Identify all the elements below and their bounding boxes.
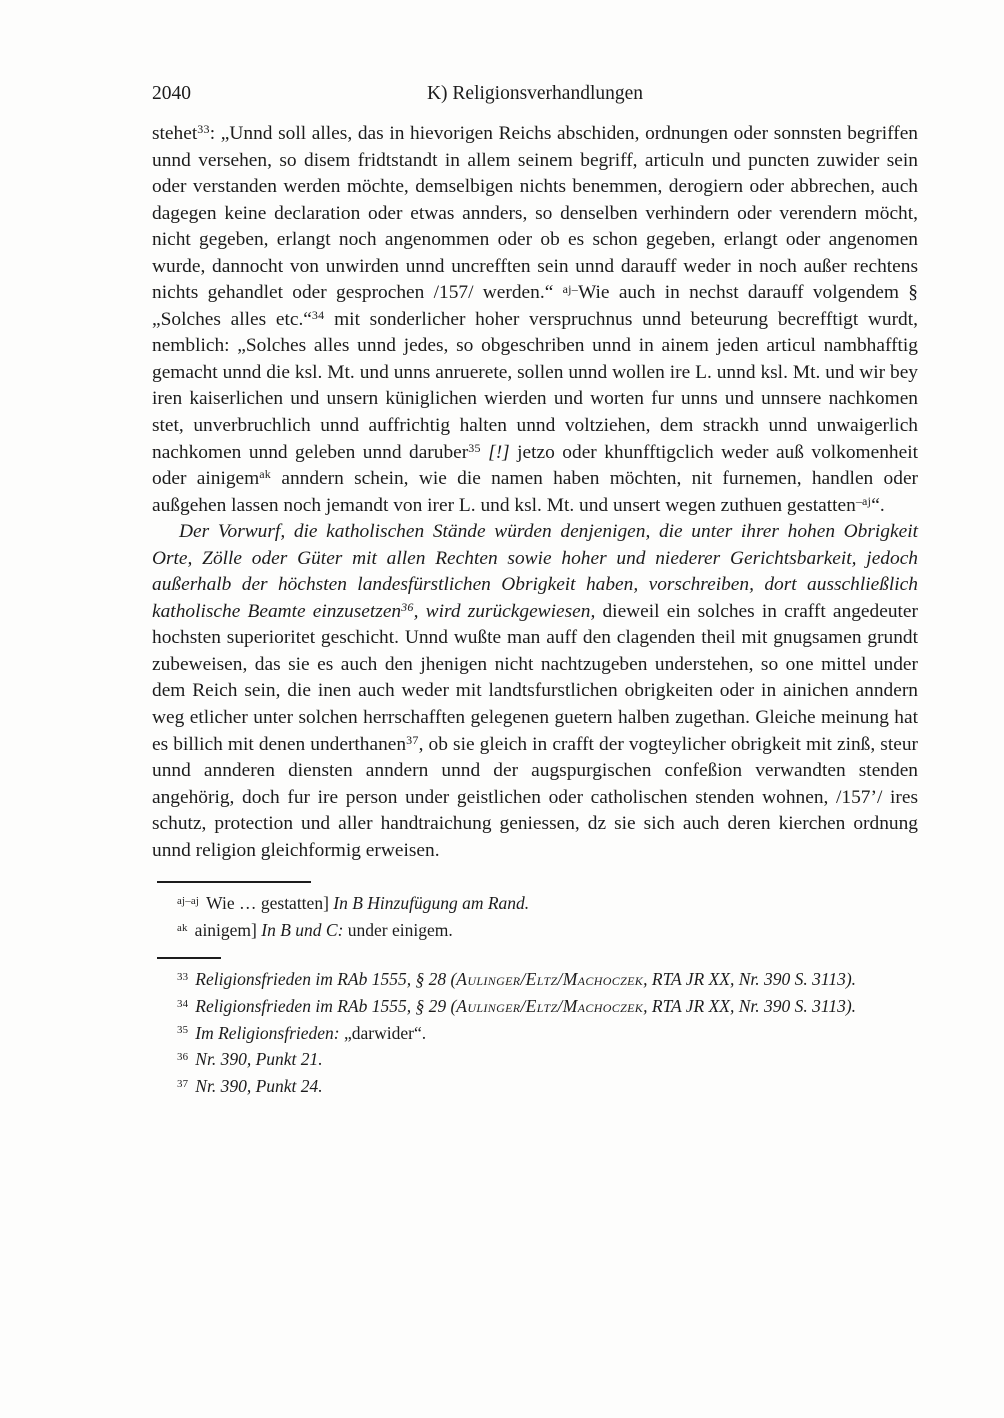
footnote-36 [152,1046,918,1073]
superscript-ref: ak [259,467,272,482]
superscript-ref: 34 [311,308,325,323]
text-segment: jetzo oder khunfftigclich weder auß volkomenheit oder ainigem [152,441,919,490]
apparatus-notes [152,890,918,944]
text-segment: Aulinger/Eltz/Machoczek [456,995,644,1016]
text-segment: under einigem. [343,920,453,941]
superscript-ref: –aj [855,493,872,508]
text-segment: “. [871,494,885,516]
text-segment: Religionsfrieden im RAb 1555, § 28 ( [195,968,457,989]
quote-paragraph [152,121,918,519]
text-segment: In B Hinzufügung am Rand. [333,893,530,914]
text-segment: , wird zurückgewiesen, [413,600,596,622]
footnote-37 [152,1073,918,1100]
text-segment: [!] [488,441,510,463]
text-segment: „darwider“. [339,1022,427,1043]
superscript-ref: 33 [177,970,189,983]
text-segment: , RTA JR XX, Nr. 390 S. 3113). [643,995,857,1016]
page-header [152,82,918,106]
text-segment: Wie auch in nechst darauff volgendem § „Solches alles etc.“ [152,282,918,330]
body-text [152,121,918,864]
superscript-ref: 36 [401,600,414,615]
superscript-ref: 36 [177,1051,189,1064]
text-segment: Nr. 390, Punkt 24. [195,1076,323,1097]
footnote-34 [152,993,918,1020]
footnote-separator-rule [157,957,221,959]
footnote-33 [152,966,918,993]
text-segment: Wie … gestatten] [206,893,334,914]
text-segment: stehet [152,123,198,144]
superscript-ref: 37 [406,732,419,747]
text-segment: anndern schein, wie die namen haben möchten, nit furnemen, handlen oder außgehen lassen noch jemandt von irer L. und ksl. Mt. und unsert wegen zuthuen gestatten [152,468,919,516]
text-segment: Religionsfrieden im RAb 1555, § 29 ( [195,995,457,1016]
text-segment: Im Religionsfrieden: [195,1022,340,1043]
superscript-ref: aj– [562,281,578,296]
text-segment: dieweil ein solches in crafft angedeuter hochsten superioritet geschicht. Unnd wußte man auff den clagenden theil mit gnugsamen grundt zubeweisen, das sie es auch den jhenigen nicht nachtzugeben understehen, so one mittel under dem Reich sein, die inen auch weder mit landtsfurstlichen obrigkeiten oder in ainichen anndern weg etlicher unter solchen herrschafften gelegenen guetern halben zugethan. Gleiche meinung hat es billich mit denen underthanen [152,600,918,755]
summary-paragraph [152,519,918,864]
text-segment: mit sonderlicher hoher verspruchnus unnd beteurung becrefftigt wurdt, nemblich: „Solches alles unnd jedes, so obgeschriben unnd in ainem jeden articul nambhafftig gemacht unnd die ksl. Mt. und unns anruerete, sollen unnd wollen ire L. unnd ksl. Mt. und wir bey iren kaiserlichen und unsern küniglichen wierden und worten fur unns und unnsere nachkomen stet, unverbruchlich unnd auffrichtig halten unnd voltziehen, dem strackh unnd unwaigerlich nachkomen unnd geleben unnd daruber [152,308,918,463]
apparatus-separator-rule [157,881,311,883]
text-segment: ainigem] [194,920,262,941]
text-segment: Aulinger/Eltz/Machoczek [456,968,644,989]
text-segment: In B und C: [261,920,344,941]
running-header: K) Religionsverhandlungen [426,83,644,104]
text-segment: , RTA JR XX, Nr. 390 S. 3113). [643,968,857,989]
text-segment: , ob sie gleich in crafft der vogteylicher obrigkeit mit zinß, steur unnd annderen diensten anndern unnd der augspurgischen confeßion verwandten stenden angehörig, doch fur ire person under geistlichen oder catholischen stenden wohnen, /157’/ ires schutz, protection und aller handtraichung geniessen, dz sie sich auch deren kierchen ordnung unnd religion gleichformig erweisen. [152,733,918,861]
superscript-ref: 34 [177,997,189,1010]
superscript-ref: 35 [177,1024,189,1037]
page-number: 2040 [152,83,191,104]
footnote-35 [152,1020,918,1047]
superscript-ref: 37 [177,1077,189,1090]
text-segment: Nr. 390, Punkt 21. [195,1049,323,1070]
superscript-ref: 33 [197,122,210,137]
superscript-ref: aj–aj [177,895,200,908]
superscript-ref: ak [177,921,188,934]
text-segment: Der Vorwurf, die katholischen Stände würden denjenigen, die unter ihrer hohen Obrigkeit Orte, Zölle oder Güter mit allen Rechten sowie hoher und niederer Gerichtsbarkeit, jedoch außerhalb der höchsten landesfürstlichen Obrigkeit haben, vorschreiben, dort ausschließlich katholische Beamte einzusetzen [152,521,918,622]
apparatus-note-aj [152,890,918,917]
text-column [152,82,918,1100]
apparatus-note-ak [152,917,918,944]
text-segment: : „Unnd soll alles, das in hievorigen Reichs abschiden, ordnungen oder sonnsten begriffen unnd versehen, so disem fridtstandt in allem seinem begriff, articuln und puncten zuwider sein oder verstanden werden möchte, demselbigen nichts benemmen, derogiern oder abbrechen, auch dagegen keine declaration oder etwas annders, so denselben verhindern oder verendern möcht, nicht gegeben, erlangt noch angenommen oder ob es schon gegeben, erlangt oder angenomen wurde, dannocht von unwirden unnd uncrefften sein unnd darauff weder in noch außer rechtens nichts gehandlet oder gesprochen /157/ werden.“ [152,123,918,304]
superscript-ref: 35 [468,440,481,455]
footnotes [152,966,918,1100]
